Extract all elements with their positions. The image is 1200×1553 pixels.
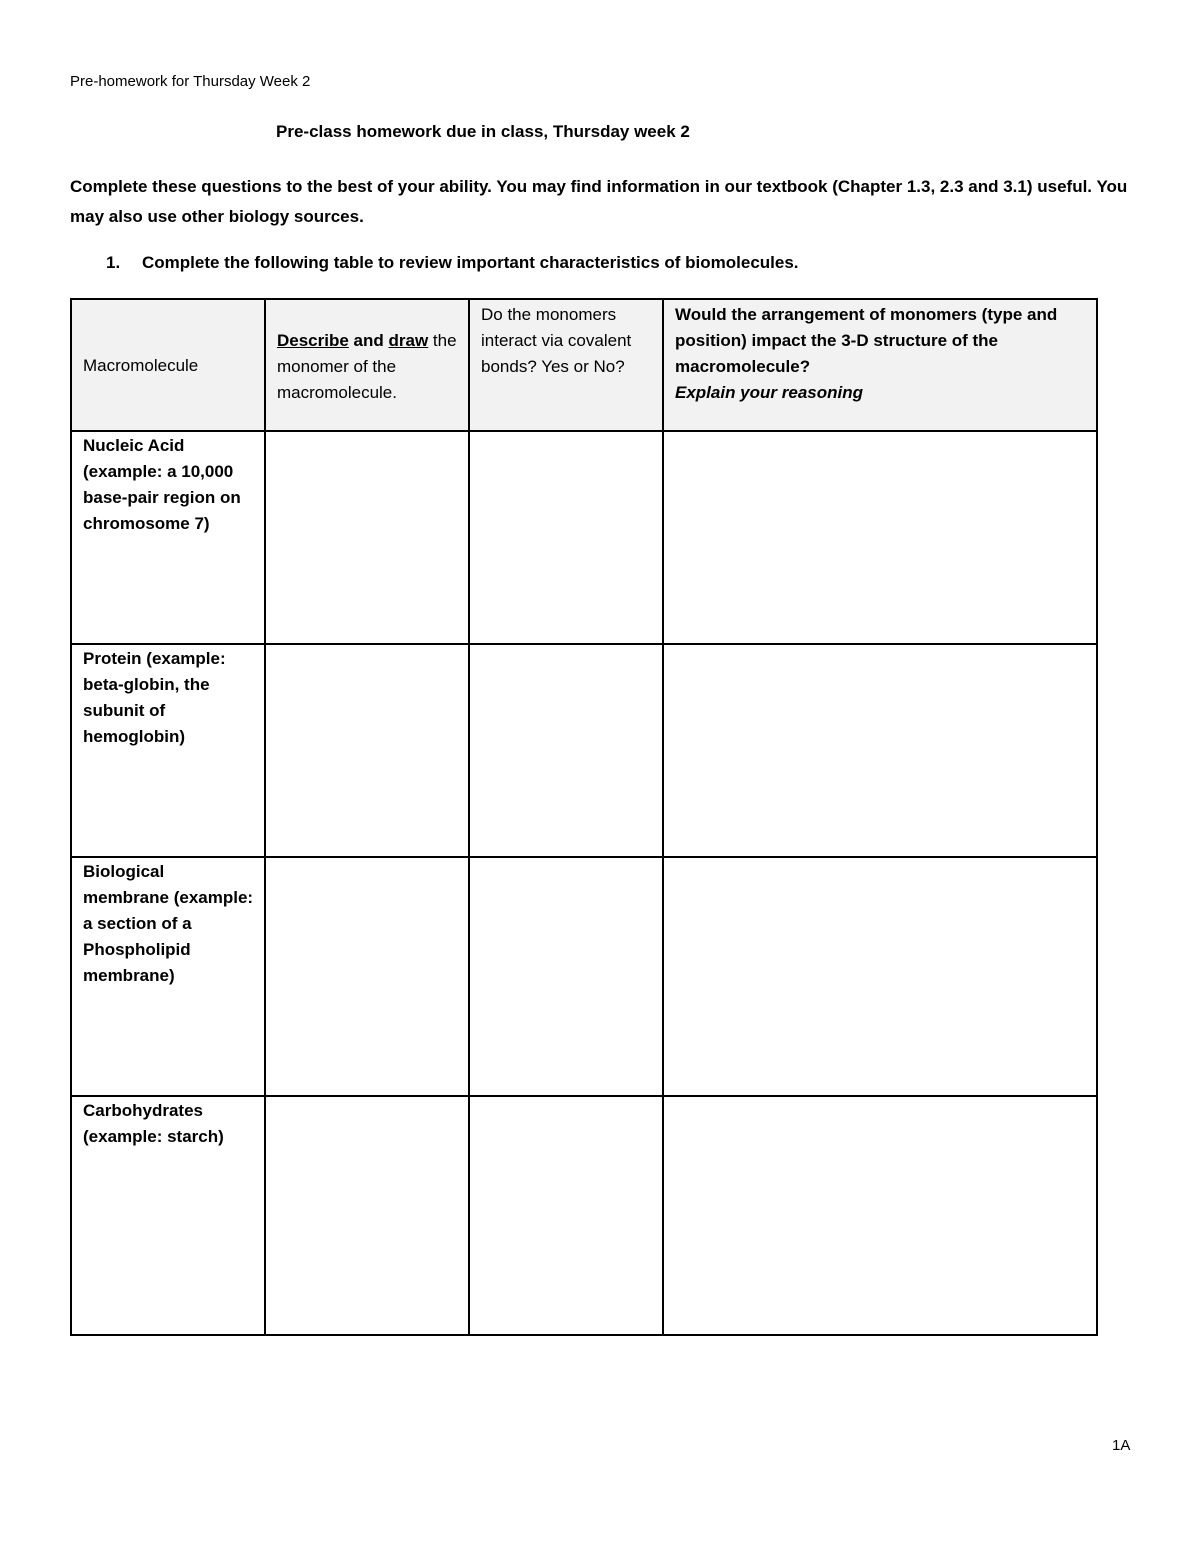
header-describe-draw: Describe and draw the monomer of the macromolecule.	[265, 299, 469, 431]
row-label-protein: Protein (example: beta-globin, the subunit of hemoglobin)	[71, 644, 265, 857]
answer-cell-monomer[interactable]	[265, 644, 469, 857]
answer-cell-arrangement[interactable]	[663, 644, 1097, 857]
row-label-biological-membrane: Biological membrane (example: a section of a Phospholipid membrane)	[71, 857, 265, 1096]
explain-reasoning-note: Explain your reasoning	[675, 383, 863, 402]
running-header: Pre-homework for Thursday Week 2	[70, 73, 311, 90]
table-row	[71, 1096, 1097, 1335]
answer-cell-covalent[interactable]	[469, 431, 663, 644]
header-covalent-bonds: Do the monomers interact via covalent bonds? Yes or No?	[469, 299, 663, 431]
page-number: 1A	[1112, 1437, 1131, 1454]
draw-underlined: draw	[388, 331, 429, 350]
question-1	[106, 253, 799, 273]
page-title: Pre-class homework due in class, Thursday week 2	[276, 122, 690, 141]
instructions-paragraph: Complete these questions to the best of your ability. You may find information in our textbook (Chapter 1.3, 2.3 and 3.1) useful. You may also use other biology sources.	[70, 177, 1128, 226]
answer-cell-monomer[interactable]	[265, 1096, 469, 1335]
answer-cell-covalent[interactable]	[469, 1096, 663, 1335]
row-label-nucleic-acid: Nucleic Acid (example: a 10,000 base-pair region on chromosome 7)	[71, 431, 265, 644]
question-number: 1.	[106, 253, 121, 272]
answer-cell-arrangement[interactable]	[663, 431, 1097, 644]
answer-cell-monomer[interactable]	[265, 857, 469, 1096]
table-row	[71, 857, 1097, 1096]
describe-underlined: Describe	[277, 331, 349, 350]
table-row	[71, 644, 1097, 857]
table-row	[71, 431, 1097, 644]
answer-cell-covalent[interactable]	[469, 644, 663, 857]
biomolecule-table	[70, 298, 1098, 1336]
answer-cell-arrangement[interactable]	[663, 857, 1097, 1096]
answer-cell-covalent[interactable]	[469, 857, 663, 1096]
answer-cell-monomer[interactable]	[265, 431, 469, 644]
question-text: Complete the following table to review important characteristics of biomolecules.	[142, 253, 799, 272]
answer-cell-arrangement[interactable]	[663, 1096, 1097, 1335]
header-macromolecule: Macromolecule	[71, 299, 265, 431]
row-label-carbohydrates: Carbohydrates (example: starch)	[71, 1096, 265, 1335]
table-header-row	[71, 299, 1097, 431]
header-arrangement: Would the arrangement of monomers (type and position) impact the 3-D structure of the macromolecule? Explain your reasoning	[663, 299, 1097, 431]
